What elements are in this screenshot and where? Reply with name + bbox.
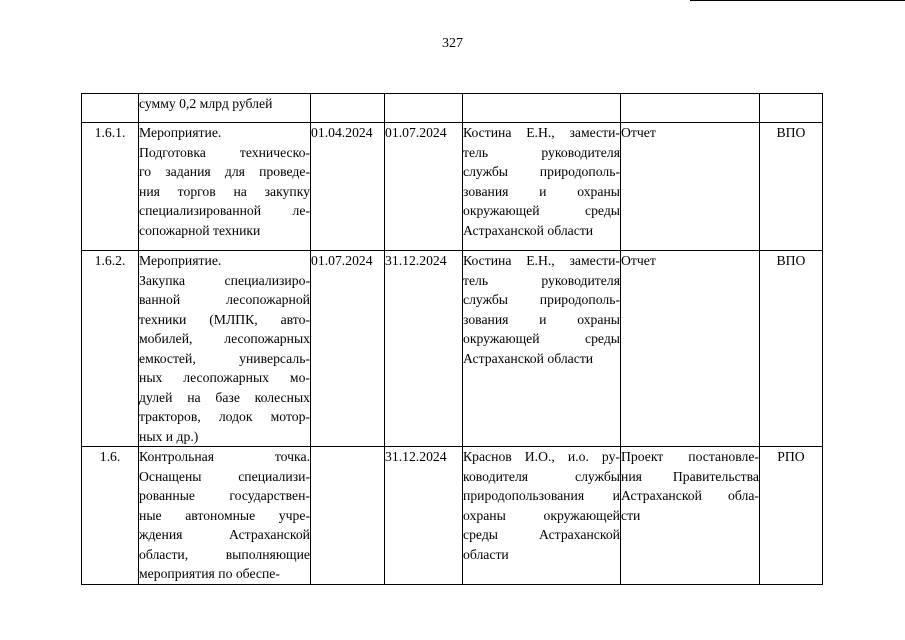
cell-line: мобилей, лесопожарных [139, 331, 310, 346]
cell-line: природопользования и [463, 488, 620, 503]
cell-line: ванной лесопожарной [139, 292, 310, 307]
cell-line: ния Правительства [621, 468, 759, 484]
cell-line: службы природополь- [463, 164, 620, 179]
cell-line: го задания для проведе- [139, 164, 310, 179]
start-date [311, 94, 385, 123]
cell-line: окружающей среды [463, 203, 620, 218]
cell-line: зования и охраны [463, 183, 620, 199]
result-document [621, 94, 760, 123]
activity-name [139, 251, 311, 447]
cell-line: Костина Е.Н., замести- [463, 125, 620, 140]
end-date: 31.12.2024 [385, 447, 463, 585]
result-document [621, 123, 760, 251]
cell-line: специализированной ле- [139, 203, 310, 218]
responsible-person [463, 123, 621, 251]
cell-line: Краснов И.О., и.о. ру- [463, 449, 620, 464]
start-date: 01.07.2024 [311, 251, 385, 447]
cell-line: области, выполняющие [139, 546, 310, 562]
row-number: 1.6. [82, 447, 139, 585]
cell-line: тракторов, лодок мотор- [139, 409, 310, 424]
row-number: 1.6.1. [82, 123, 139, 251]
cell-line: Астраханской области [463, 222, 594, 238]
control-level: РПО [760, 447, 823, 585]
table-row [82, 123, 823, 251]
cell-line: ждения Астраханской [139, 527, 310, 542]
cell-line: службы природополь- [463, 292, 620, 307]
cell-line: Подготовка техническо- [139, 144, 310, 160]
cell-line: Оснащены специализи- [139, 468, 310, 484]
cell-line: емкостей, универсаль- [139, 350, 310, 366]
control-level [760, 94, 823, 123]
responsible-person [463, 447, 621, 585]
cell-line: Астраханской области [463, 350, 594, 366]
cell-line: техники (МЛПК, авто- [139, 311, 310, 327]
table-row [82, 94, 823, 123]
cell-line: Отчет [621, 125, 656, 140]
cell-line: Отчет [621, 253, 656, 268]
cell-line: Костина Е.Н., замести- [463, 253, 620, 268]
cell-line: ководителя службы [463, 468, 620, 484]
cell-line: зования и охраны [463, 311, 620, 327]
cell-line: ных лесопожарных мо- [139, 370, 310, 385]
cell-line: тель руководителя [463, 272, 620, 288]
responsible-person [463, 94, 621, 123]
cell-line: сумму 0,2 млрд рублей [139, 96, 273, 111]
end-date: 01.07.2024 [385, 123, 463, 251]
table-row [82, 447, 823, 585]
result-document [621, 447, 760, 585]
cell-line: сопожарной техники [139, 222, 261, 238]
cell-line: ния торгов на закупку [139, 183, 310, 199]
cell-line: Закупка специализиро- [139, 272, 310, 288]
end-date: 31.12.2024 [385, 251, 463, 447]
cell-line: Проект постановле- [621, 449, 759, 464]
cell-line: дулей на базе колесных [139, 389, 310, 405]
cell-line: Контрольная точка. [139, 449, 310, 464]
cell-line: среды Астраханской [463, 527, 620, 542]
result-document [621, 251, 760, 447]
activity-name [139, 123, 311, 251]
row-number [82, 94, 139, 123]
cell-line: рованные государствен- [139, 488, 310, 503]
start-date [311, 447, 385, 585]
cell-line: окружающей среды [463, 331, 620, 346]
cell-line: Мероприятие. [139, 125, 222, 140]
control-level: ВПО [760, 123, 823, 251]
row-number: 1.6.2. [82, 251, 139, 447]
cell-line: ных и др.) [139, 428, 199, 444]
end-date [385, 94, 463, 123]
cell-line: Мероприятие. [139, 253, 222, 268]
cell-line: Астраханской обла- [621, 488, 759, 503]
page-number: 327 [442, 36, 463, 51]
cell-line: тель руководителя [463, 144, 620, 160]
activity-name [139, 447, 311, 585]
cell-line: сти [621, 507, 641, 523]
cell-line: ные автономные учре- [139, 507, 310, 523]
cell-line: мероприятия по обеспе- [139, 566, 280, 581]
table-row [82, 251, 823, 447]
control-level: ВПО [760, 251, 823, 447]
cell-line: области [463, 546, 509, 562]
responsible-person [463, 251, 621, 447]
cell-line: охраны окружающей [463, 507, 620, 523]
scan-edge-line [690, 0, 905, 3]
start-date: 01.04.2024 [311, 123, 385, 251]
plan-table [81, 93, 823, 585]
activity-name [139, 94, 311, 123]
